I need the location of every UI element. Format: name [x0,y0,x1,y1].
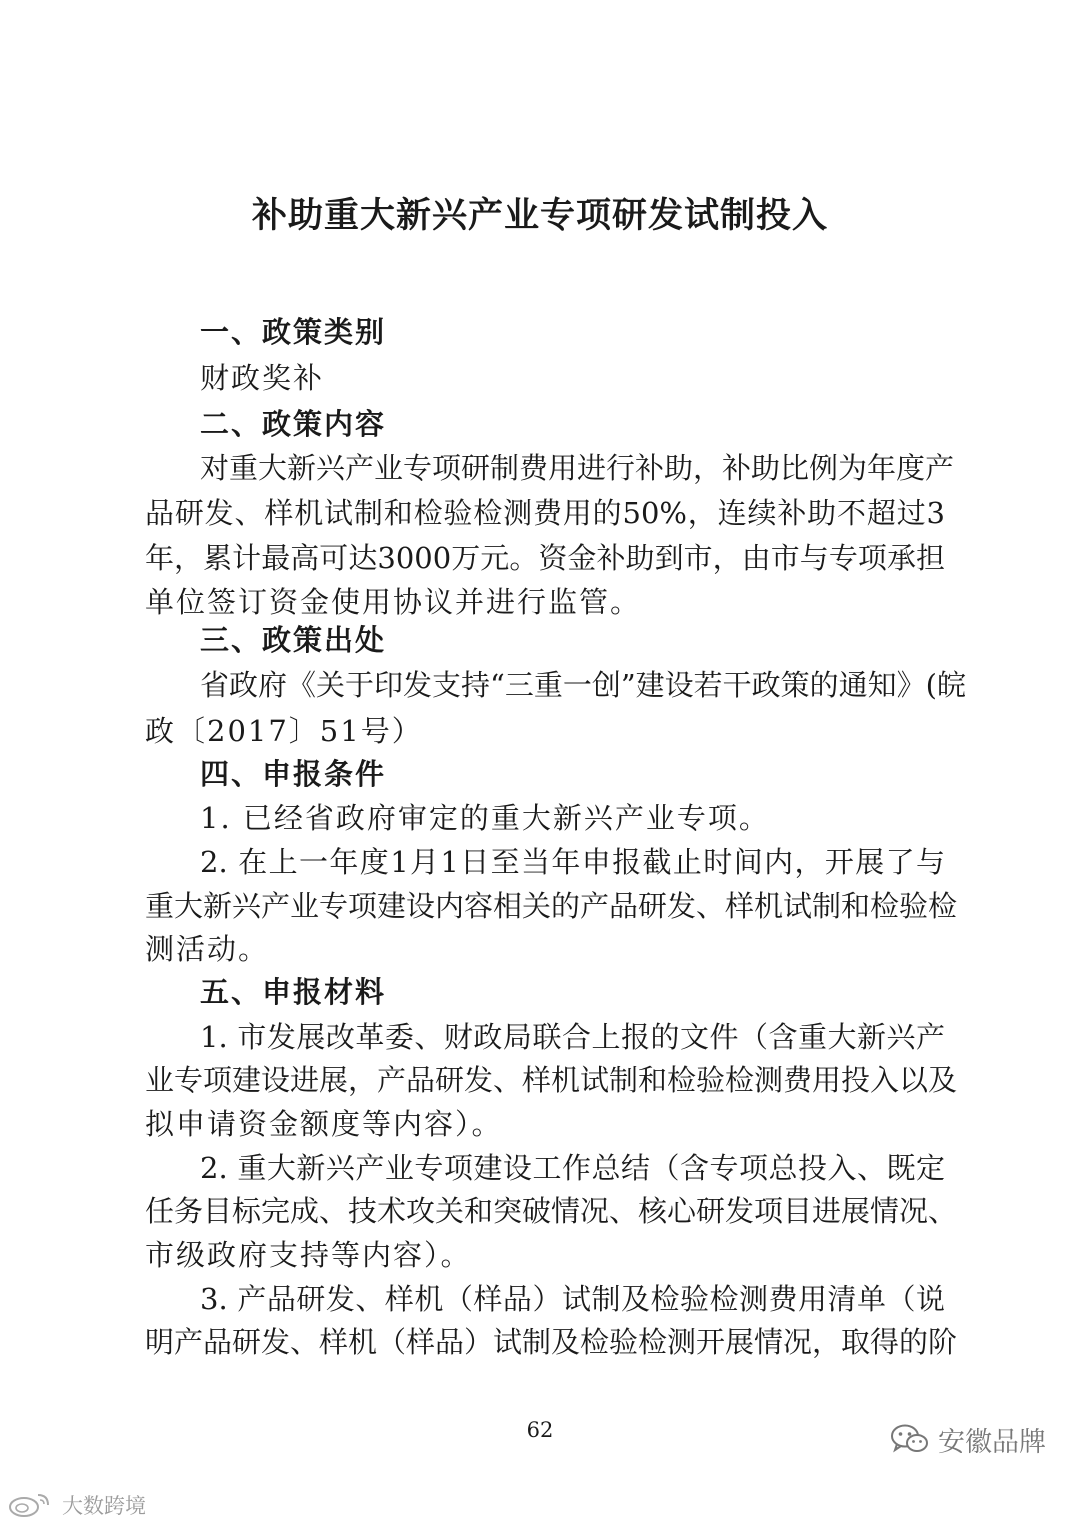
list-item: 2. 在上一年度1月1日至当年申报截止时间内，开展了与 [200,845,945,879]
paragraph-line: 省政府《关于印发支持“三重一创”建设若干政策的通知》(皖 [200,668,966,702]
paragraph-line: 明产品研发、样机（样品）试制及检验检测开展情况，取得的阶 [145,1325,958,1359]
list-item: 1. 已经省政府审定的重大新兴产业专项。 [200,801,770,835]
paragraph-line: 测活动。 [145,932,270,966]
section-heading-application-conditions: 四、申报条件 [200,757,387,791]
paragraph-line: 年，累计最高可达3000万元。资金补助到市，由市与专项承担 [145,541,945,575]
paragraph-line: 政〔2017〕51号） [145,714,423,748]
paragraph-line: 对重大新兴产业专项研制费用进行补助，补助比例为年度产 [200,451,955,485]
paragraph-line: 拟申请资金额度等内容）。 [145,1107,503,1141]
wechat-icon [890,1423,930,1455]
weibo-logo-icon [8,1491,56,1519]
section-heading-application-materials: 五、申报材料 [200,975,387,1009]
paragraph-line: 品研发、样机试制和检验检测费用的50%，连续补助不超过3 [145,496,945,530]
section-heading-policy-content: 二、政策内容 [200,407,387,441]
section-heading-policy-category: 一、政策类别 [200,315,387,349]
paragraph-line: 任务目标完成、技术攻关和突破情况、核心研发项目进展情况、 [145,1194,958,1228]
watermark-weibo [8,1490,146,1520]
paragraph-line: 业专项建设进展，产品研发、样机试制和检验检测费用投入以及 [145,1063,958,1097]
paragraph-line: 单位签订资金使用协议并进行监管。 [145,585,642,619]
list-item: 1. 市发展改革委、财政局联合上报的文件（含重大新兴产 [200,1020,945,1054]
paragraph-line: 市级政府支持等内容）。 [145,1238,472,1272]
document-title: 补助重大新兴产业专项研发试制投入 [251,196,828,236]
paragraph-line: 财政奖补 [200,361,325,395]
list-item: 3. 产品研发、样机（样品）试制及检验检测费用清单（说 [200,1282,945,1316]
watermark-wechat [890,1418,1046,1460]
watermark-right-text: 安徽品牌 [938,1426,1046,1458]
watermark-left-text: 大数跨境 [62,1494,146,1518]
list-item: 2. 重大新兴产业专项建设工作总结（含专项总投入、既定 [200,1151,945,1185]
page-number: 62 [526,1418,554,1442]
paragraph-line: 重大新兴产业专项建设内容相关的产品研发、样机试制和检验检 [145,889,958,923]
section-heading-policy-source: 三、政策出处 [200,623,387,657]
